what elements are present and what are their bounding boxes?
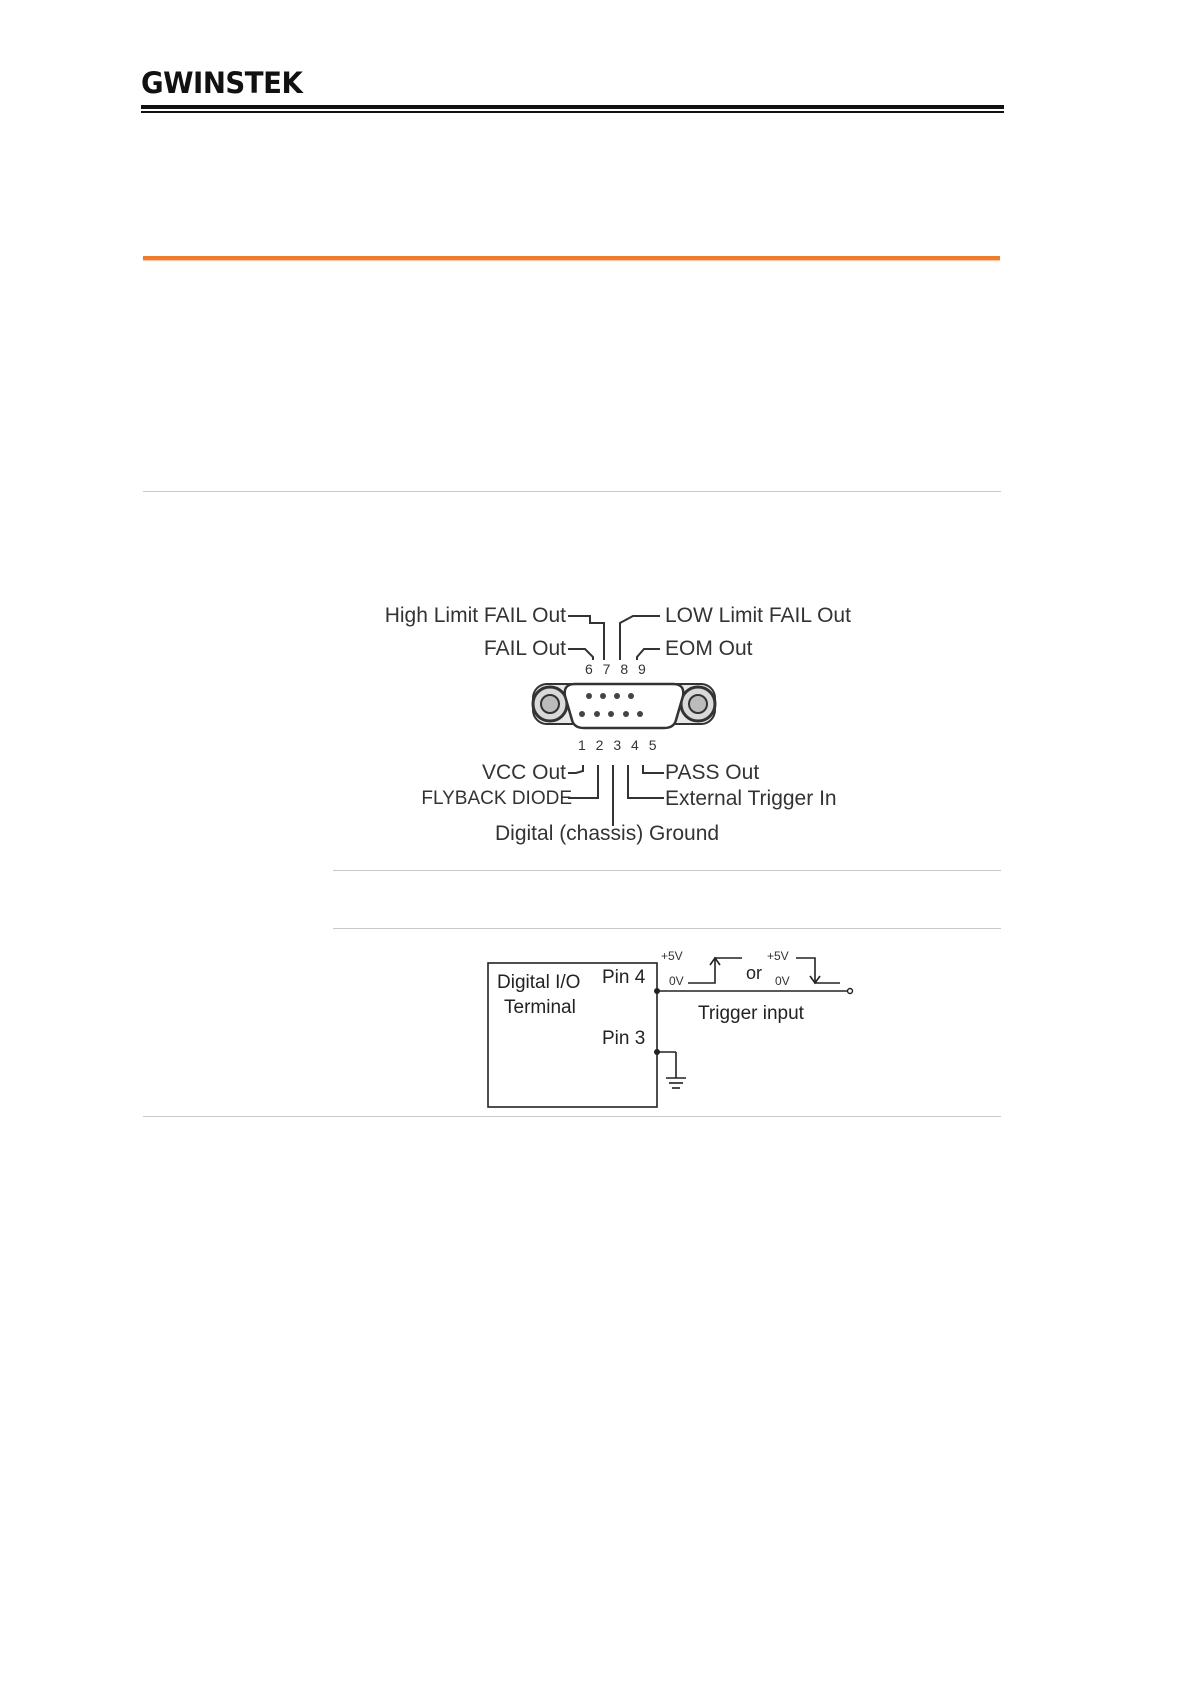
table-rule-mid2 (333, 928, 1001, 929)
connector-drawing (340, 590, 900, 850)
leader-pin9 (637, 649, 660, 660)
pin3-node (654, 1049, 660, 1055)
table-rule-mid (333, 870, 1001, 871)
rising-edge-waveform (688, 958, 742, 983)
label-eom-out: EOM Out (665, 637, 753, 660)
header-rule-thin (141, 111, 1004, 113)
header-rule (141, 105, 1004, 109)
pin4-node (654, 988, 660, 994)
label-low-limit-fail-out: LOW Limit FAIL Out (665, 604, 851, 627)
table-rule-top (143, 491, 1001, 492)
gwinstek-logo: GWINSTEK (141, 66, 303, 100)
trigger-input-diagram (480, 945, 860, 1110)
pin3-label: Pin 3 (602, 1028, 646, 1049)
trigger-schematic (480, 945, 860, 1110)
trigger-input-label: Trigger input (698, 1003, 804, 1024)
label-fail-out: FAIL Out (483, 637, 566, 660)
leader-pin5 (643, 765, 664, 773)
v5-label-b: +5V (767, 949, 789, 963)
label-external-trigger-in: External Trigger In (665, 787, 837, 810)
label-digital-ground: Digital (chassis) Ground (495, 822, 720, 845)
v0-label-a: 0V (669, 974, 684, 988)
pin-numbers-bottom: 1 2 3 4 5 (578, 737, 660, 753)
input-node (848, 989, 853, 994)
section-rule (143, 256, 1000, 260)
v0-label-b: 0V (775, 974, 790, 988)
box-subtitle: Terminal (504, 997, 576, 1018)
v5-label-a: +5V (661, 949, 683, 963)
leader-pin7 (568, 649, 593, 660)
db9-connector (533, 684, 715, 728)
label-high-limit-fail-out: High Limit FAIL Out (384, 604, 566, 627)
label-vcc-out: VCC Out (481, 761, 566, 784)
connector-pinout-diagram (340, 590, 900, 850)
label-flyback-diode: FLYBACK DIODE (421, 788, 572, 809)
pin4-label: Pin 4 (602, 967, 646, 988)
leader-pin4 (628, 765, 664, 798)
box-title: Digital I/O (497, 972, 581, 993)
pin-numbers-top: 6 7 8 9 (585, 661, 649, 677)
leader-pin1 (568, 765, 583, 773)
table-rule-bottom (143, 1116, 1001, 1117)
leader-pin6 (568, 616, 604, 660)
or-label: or (746, 963, 763, 983)
label-pass-out: PASS Out (665, 761, 760, 784)
